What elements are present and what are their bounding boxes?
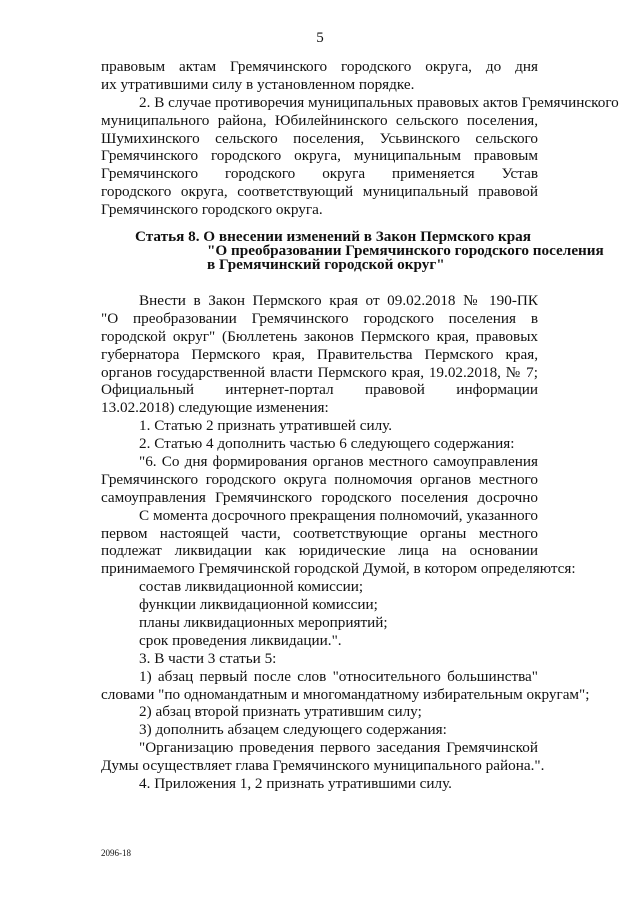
text-line: городской округ" (Бюллетень законов Пермского края, правовых (101, 327, 538, 345)
list-item: состав ликвидационной комиссии; (139, 578, 364, 596)
text-line: городского округа, соответствующий муниципальный правовой (101, 183, 538, 201)
text-line: Думы осуществляет глава Гремячинского муниципального района.". (101, 757, 545, 775)
text-line: словами "по одномандатным и многомандатному избирательным округам"; (101, 685, 590, 703)
text-line: губернатора Пермского края, Правительства Пермского края, (101, 345, 538, 363)
text-line: Шумихинского сельского поселения, Усьвинского сельского (101, 129, 538, 147)
text-line: Гремячинского городского округа полномочия органов местного (101, 470, 538, 488)
text-line: Гремячинского городского округа, муниципальным правовым (101, 147, 538, 165)
list-item: планы ликвидационных мероприятий; (139, 614, 388, 632)
text-line: С момента досрочного прекращения полномочий, указанного (139, 506, 538, 524)
text-line: 2. В случае противоречия муниципальных правовых актов Гремячинского (139, 93, 619, 111)
text-line: "Организацию проведения первого заседания Гремячинской (139, 739, 538, 757)
text-line: 3. В части 3 статьи 5: (139, 649, 277, 667)
text-line: самоуправления Гремячинского городского поселения досрочно (101, 488, 538, 506)
text-line: 3) дополнить абзацем следующего содержания: (139, 721, 447, 739)
main-paragraphs (101, 292, 590, 793)
text-line: "6. Со дня формирования органов местного самоуправления (139, 453, 538, 471)
text-line: 2. Статью 4 дополнить частью 6 следующего содержания: (139, 435, 515, 453)
text-line: Внести в Закон Пермского края от 09.02.2018 № 190-ПК (139, 292, 538, 309)
text-line: 1) абзац первый после слов "относительного большинства" (139, 667, 538, 685)
text-line: Гремячинского городского округа применяется Устав (101, 165, 538, 183)
heading-line: в Гремячинский городской округ" (207, 256, 445, 273)
page-number: 5 (316, 30, 324, 46)
list-item: функции ликвидационной комиссии; (139, 596, 378, 614)
text-line: "О преобразовании Гремячинского городского поселения в (101, 309, 538, 327)
text-line: принимаемого Гремячинской городской Думой, в котором определяются: (101, 560, 576, 578)
text-line: Официальный интернет-портал правовой информации (101, 381, 538, 399)
document-code: 2096-18 (101, 848, 131, 858)
heading-line: Статья 8. О внесении изменений в Закон Пермского края (135, 228, 531, 245)
top-paragraphs (101, 58, 619, 219)
text-line: 1. Статью 2 признать утратившей силу. (139, 417, 393, 435)
text-line: 4. Приложения 1, 2 признать утратившими силу. (139, 775, 452, 793)
heading-line: "О преобразовании Гремячинского городского поселения (207, 242, 604, 259)
text-line: правовым актам Гремячинского городского округа, до дня (101, 58, 538, 75)
text-line: органов государственной власти Пермского края, 19.02.2018, № 7; (101, 363, 538, 381)
text-line: 2) абзац второй признать утратившим силу; (139, 703, 422, 721)
text-line: муниципального района, Юбилейнинского сельского поселения, (101, 111, 538, 129)
text-line: их утратившими силу в установленном порядке. (101, 75, 415, 93)
text-line: подлежат ликвидации как юридические лица на основании (101, 542, 538, 560)
list-item: срок проведения ликвидации.". (139, 631, 342, 649)
text-line: Гремячинского городского округа. (101, 201, 323, 219)
text-line: 13.02.2018) следующие изменения: (101, 399, 329, 417)
text-line: первом настоящей части, соответствующие органы местного (101, 524, 538, 542)
